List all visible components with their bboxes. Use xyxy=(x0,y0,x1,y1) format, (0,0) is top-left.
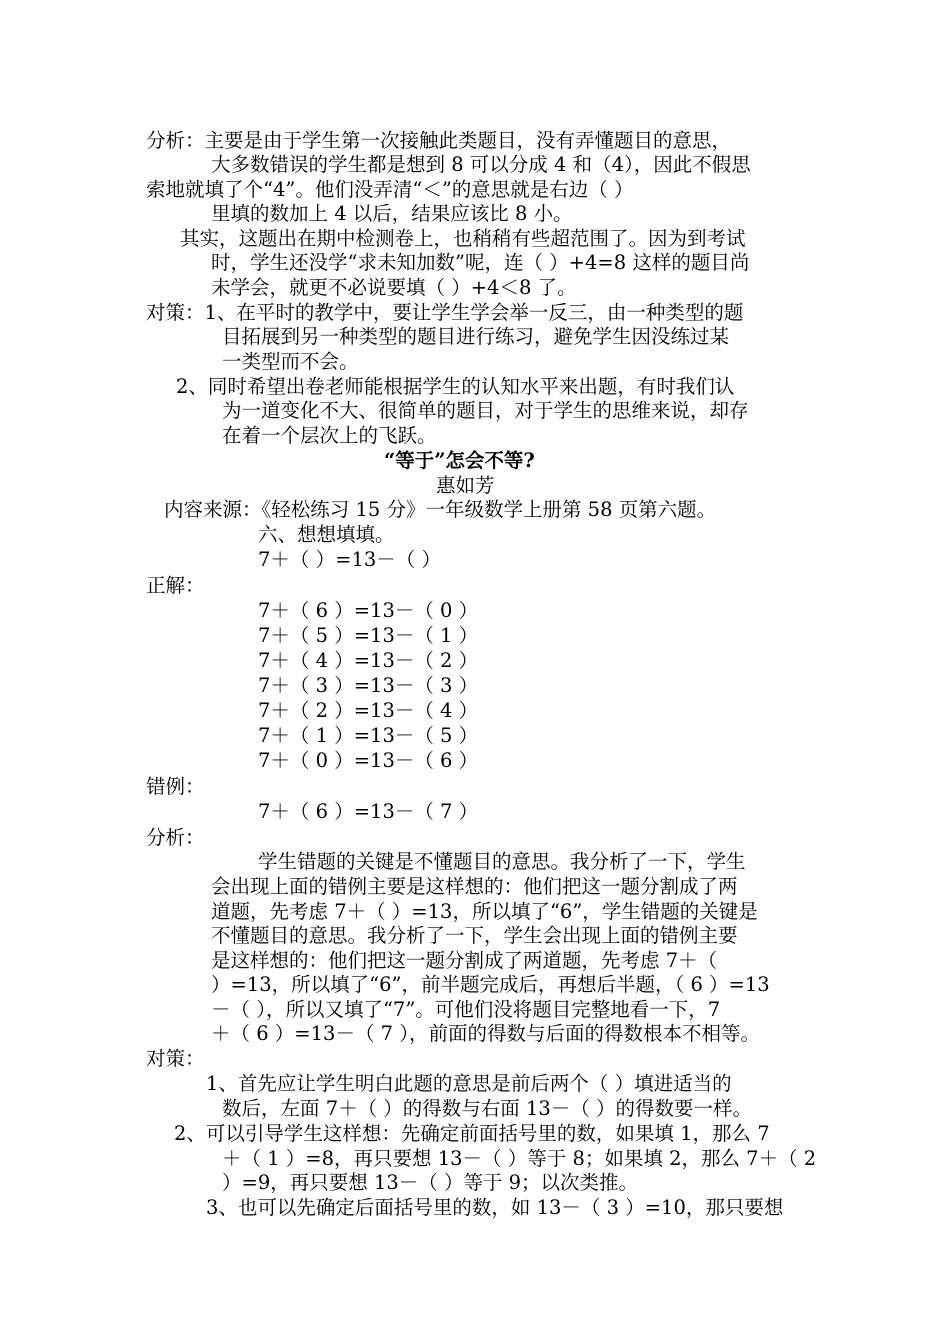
analysis-paragraph-line: ＋（ 6 ）=13－（ 7 ），前面的得数与后面的得数根本不相等。 xyxy=(211,1022,761,1045)
correct-answer: 7＋（ 4 ）=13－（ 2 ） xyxy=(258,649,479,672)
wrong-label: 错例： xyxy=(146,775,205,798)
exercise-equation: 7＋（ ）=13－（ ） xyxy=(258,548,441,571)
strategy-item-line: ＋（ 1 ）=8，再只要想 13－（ ）等于 8；如果填 2，那么 7＋（ 2 xyxy=(222,1147,817,1170)
content-source: 内容来源：《轻松练习 15 分》一年级数学上册第 58 页第六题。 xyxy=(164,498,717,521)
analysis-paragraph-line: 学生错题的关键是不懂题目的意思。我分析了一下，学生 xyxy=(258,850,746,873)
analysis-line: 索地就填了个“4”。他们没弄清“＜”的意思就是右边（ ） xyxy=(146,178,634,201)
analysis-label: 分析： xyxy=(146,826,205,849)
strategy-item-line: ）=9，再只要想 13－（ ）等于 9；以次类推。 xyxy=(222,1171,639,1194)
analysis-paragraph-line: 不懂题目的意思。我分析了一下，学生会出现上面的错例主要 xyxy=(211,924,738,947)
strategy-line: 为一道变化不大、很简单的题目，对于学生的思维来说，却存 xyxy=(222,399,749,422)
strategy-item-line: 2、可以引导学生这样想：先确定前面括号里的数，如果填 1，那么 7 xyxy=(174,1122,770,1145)
strategy-label: 对策： xyxy=(146,1047,205,1070)
strategy-item-line: 数后，左面 7＋（ ）的得数与右面 13－（ ）的得数要一样。 xyxy=(222,1097,753,1120)
analysis-paragraph-line: 道题，先考虑 7＋（ ）=13，所以填了“6”，学生错题的关键是 xyxy=(211,900,758,923)
exercise-heading: 六、想想填填。 xyxy=(258,523,395,546)
analysis-paragraph-line: －（ ），所以又填了“7”。可他们没将题目完整地看一下，7 xyxy=(211,998,721,1021)
correct-label: 正解： xyxy=(146,574,205,597)
analysis-line: 大多数错误的学生都是想到 8 可以分成 4 和（4），因此不假思 xyxy=(211,153,751,176)
correct-answer: 7＋（ 0 ）=13－（ 6 ） xyxy=(258,749,479,772)
strategy-item-line: 1、首先应让学生明白此题的意思是前后两个（ ）填进适当的 xyxy=(206,1072,732,1095)
analysis-line: 分析：主要是由于学生第一次接触此类题目，没有弄懂题目的意思， xyxy=(146,129,732,152)
note-line: 未学会，就更不必说要填（ ）+4＜8 了。 xyxy=(211,276,577,299)
strategy-line: 在着一个层次上的飞跃。 xyxy=(222,424,437,447)
correct-answer: 7＋（ 3 ）=13－（ 3 ） xyxy=(258,674,479,697)
strategy-line: 对策：1、在平时的教学中，要让学生学会举一反三，由一种类型的题 xyxy=(146,301,744,324)
analysis-paragraph-line: 是这样想的：他们把这一题分割成了两道题，先考虑 7＋（ xyxy=(211,949,718,972)
correct-answer: 7＋（ 1 ）=13－（ 5 ） xyxy=(258,724,479,747)
wrong-example: 7＋（ 6 ）=13－（ 7 ） xyxy=(258,800,479,823)
analysis-paragraph-line: ）=13，所以填了“6”，前半题完成后，再想后半题，（ 6 ）=13 xyxy=(211,973,770,996)
analysis-paragraph-line: 会出现上面的错例主要是这样想的：他们把这一题分割成了两 xyxy=(211,875,738,898)
correct-answer: 7＋（ 5 ）=13－（ 1 ） xyxy=(258,624,479,647)
correct-answer: 7＋（ 6 ）=13－（ 0 ） xyxy=(258,599,479,622)
note-line: 时，学生还没学“求未知加数”呢，连（ ）+4=8 这样的题目尚 xyxy=(211,251,750,274)
correct-answer: 7＋（ 2 ）=13－（ 4 ） xyxy=(258,699,479,722)
note-line: 其实，这题出在期中检测卷上，也稍稍有些超范围了。因为到考试 xyxy=(180,227,746,250)
strategy-item-line: 3、也可以先确定后面括号里的数，如 13－（ 3 ）=10，那只要想 xyxy=(206,1196,784,1219)
strategy-line: 2、同时希望出卷老师能根据学生的认知水平来出题，有时我们认 xyxy=(176,375,735,398)
article-author: 惠如芳 xyxy=(436,474,495,497)
strategy-line: 目拓展到另一种类型的题目进行练习，避免学生因没练过某 xyxy=(222,325,730,348)
article-title: “等于”怎会不等? xyxy=(384,449,535,472)
analysis-line: 里填的数加上 4 以后，结果应该比 8 小。 xyxy=(211,202,573,225)
strategy-line: 一类型而不会。 xyxy=(222,350,359,373)
